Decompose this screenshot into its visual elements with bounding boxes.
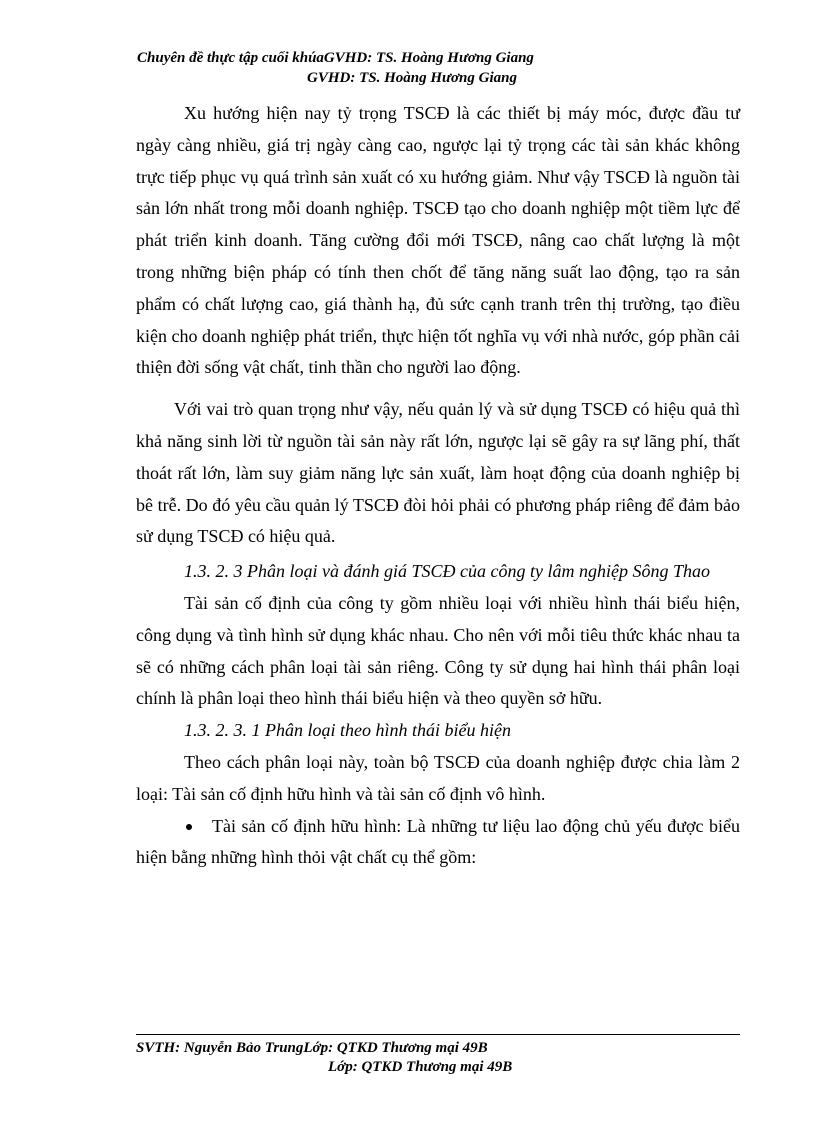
header-line-2: GVHD: TS. Hoàng Hương Giang bbox=[307, 70, 517, 86]
bullet-icon bbox=[186, 824, 192, 830]
paragraph-1: Xu hướng hiện nay tỷ trọng TSCĐ là các thiết bị máy móc, được đầu tư ngày càng nhiều, giá trị ngày càng cao, ngược lại tỷ trọng các tài sản khác không trực tiếp phục vụ quá trình sản xuất có xu hướng giảm. Như vậy TSCĐ là nguồn tài sản lớn nhất trong mỗi doanh nghiệp. TSCĐ tạo cho doanh nghiệp một tiềm lực để phát triển kinh doanh. Tăng cường đổi mới TSCĐ, nâng cao chất lượng là một trong những biện pháp có tính then chốt để tăng năng suất lao động, tạo ra sản phẩm có chất lượng cao, giá thành hạ, đủ sức cạnh tranh trên thị trường, tạo điều kiện cho doanh nghiệp phát triển, thực hiện tốt nghĩa vụ với nhà nước, góp phần cải thiện đời sống vật chất, tinh thần cho người lao động. bbox=[136, 103, 740, 378]
document-body bbox=[136, 98, 740, 874]
section-heading-1-3-2-3-1: 1.3. 2. 3. 1 Phân loại theo hình thái biểu hiện bbox=[184, 720, 511, 741]
bullet-text: Tài sản cố định hữu hình: Là những tư liệu lao động chủ yếu được biểu hiện bằng những hình thỏi vật chất cụ thể gồm: bbox=[136, 815, 740, 868]
paragraph-4: Theo cách phân loại này, toàn bộ TSCĐ của doanh nghiệp được chia làm 2 loại: Tài sản cố định hữu hình và tài sản cố định vô hình. bbox=[136, 751, 740, 804]
bullet-item bbox=[136, 811, 740, 875]
paragraph-2: Với vai trò quan trọng như vậy, nếu quản lý và sử dụng TSCĐ có hiệu quả thì khả năng sinh lời từ nguồn tài sản này rất lớn, ngược lại sẽ gây ra sự lãng phí, thất thoát rất lớn, làm suy giảm năng lực sản xuất, làm hoạt động của doanh nghiệp bị bê trễ. Do đó yêu cầu quản lý TSCĐ đòi hỏi phải có phương pháp riêng để đảm bảo sử dụng TSCĐ có hiệu quả. bbox=[136, 399, 740, 547]
footer-line-1: SVTH: Nguyễn Bảo TrungLớp: QTKD Thương mại 49B bbox=[136, 1040, 488, 1056]
section-heading-1-3-2-3: 1.3. 2. 3 Phân loại và đánh giá TSCĐ của công ty lâm nghiệp Sông Thao bbox=[184, 561, 710, 582]
footer-line-2: Lớp: QTKD Thương mại 49B bbox=[328, 1059, 513, 1075]
paragraph-3: Tài sản cố định của công ty gồm nhiều loại với nhiều hình thái biểu hiện, công dụng và tình hình sử dụng khác nhau. Cho nên với mỗi tiêu thức khác nhau ta sẽ có những cách phân loại tài sản riêng. Công ty sử dụng hai hình thái phân loại chính là phân loại theo hình thái biểu hiện và theo quyền sở hữu. bbox=[136, 592, 740, 709]
footer-divider bbox=[136, 1034, 740, 1035]
header-line-1: Chuyên đề thực tập cuối khúaGVHD: TS. Hoàng Hương Giang bbox=[137, 50, 534, 66]
